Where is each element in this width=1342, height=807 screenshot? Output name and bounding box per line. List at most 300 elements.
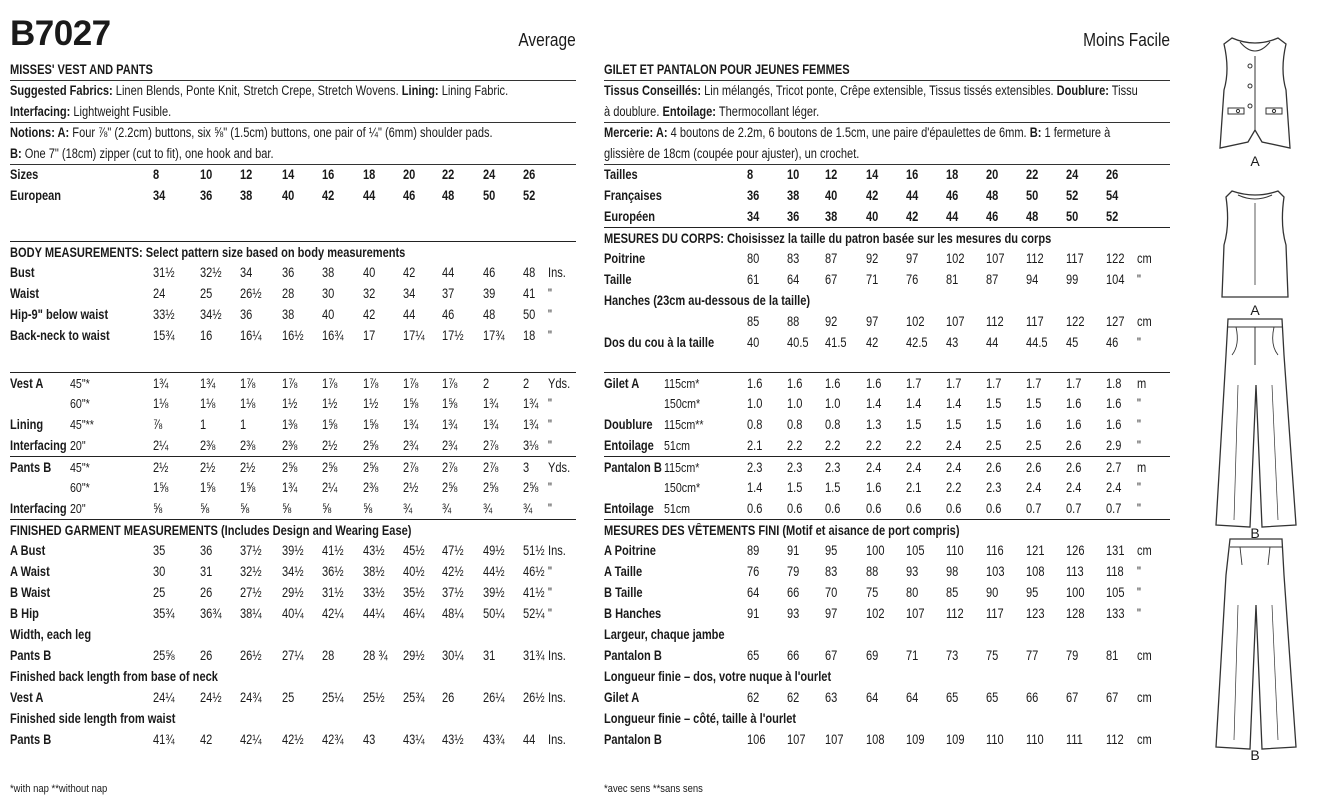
cell-value: 1⅞ <box>363 376 379 391</box>
figure-caption: A <box>1250 153 1260 169</box>
cell-value: 1.5 <box>946 417 962 432</box>
cell-value: 94 <box>1026 272 1039 287</box>
cell-value: 1⅝ <box>153 480 169 495</box>
cell-value: 109 <box>946 732 965 747</box>
cell-value: 46 <box>1106 335 1119 350</box>
cell-value: 64 <box>787 272 800 287</box>
cell-value: 38 <box>787 188 800 203</box>
row-label: Entoilage <box>604 438 654 453</box>
body-row <box>10 325 576 346</box>
unit: " <box>1137 417 1141 432</box>
cell-value: 64 <box>747 585 760 600</box>
cell-value: 126 <box>1066 543 1085 558</box>
interfacing-fr-text <box>604 101 819 122</box>
unit: Yds. <box>548 460 571 475</box>
cell-value: 1.3 <box>866 417 882 432</box>
unit: " <box>548 286 552 301</box>
cell-value: 97 <box>825 606 838 621</box>
cell-value: 65 <box>986 690 999 705</box>
notions-a-text <box>10 122 493 143</box>
cell-value: 97 <box>906 251 919 266</box>
cell-value: 2⅝ <box>322 460 338 475</box>
cell-value: 27¼ <box>282 648 304 663</box>
cell-value: 0.6 <box>946 501 962 516</box>
section-title: FINISHED GARMENT MEASUREMENTS (Includes Design and Wearing Ease) <box>10 523 412 538</box>
cell-value: 65 <box>747 648 760 663</box>
french-row <box>604 185 1170 206</box>
cell-value: 1.5 <box>825 480 841 495</box>
cell-value: 1.6 <box>1026 417 1042 432</box>
cell-value: 110 <box>946 543 964 558</box>
text: Thermocollant léger. <box>715 104 820 119</box>
row-label: Dos du cou à la taille <box>604 335 715 350</box>
hip-label-fr <box>604 290 1170 311</box>
cell-value: 2.1 <box>747 438 763 453</box>
cell-value: 46 <box>403 188 416 203</box>
width-row <box>10 645 576 666</box>
unit: " <box>548 438 552 453</box>
cell-value: 24 <box>1066 167 1079 182</box>
row-width: 45"* <box>70 376 90 391</box>
cell-value: 31¾ <box>523 648 545 663</box>
cell-value: 26¼ <box>483 690 505 705</box>
cell-value: 69 <box>866 648 879 663</box>
cell-value: 117 <box>986 606 1004 621</box>
cell-value: 1.4 <box>906 396 922 411</box>
body-row <box>10 283 576 304</box>
section-title: MESURES DES VÊTEMENTS FINI (Motif et aisance de port compris) <box>604 523 960 538</box>
cell-value: 91 <box>747 606 760 621</box>
cell-value: 32½ <box>200 265 222 280</box>
cell-value: 44 <box>403 307 416 322</box>
cell-value: 35 <box>153 543 166 558</box>
cell-value: 109 <box>906 732 925 747</box>
sizes-row <box>10 164 576 185</box>
cell-value: 93 <box>787 606 800 621</box>
cell-value: 73 <box>946 648 959 663</box>
row-label: Pants B <box>10 732 52 747</box>
row-width: 51cm <box>664 438 691 453</box>
cell-value: 1.7 <box>1026 376 1042 391</box>
cell-value: 102 <box>906 314 925 329</box>
cell-value: 46¼ <box>403 606 425 621</box>
cell-value: ⅝ <box>240 501 250 516</box>
cell-value: 122 <box>1106 251 1125 266</box>
cell-value: 131 <box>1106 543 1125 558</box>
cell-value: 48 <box>986 188 999 203</box>
row-width: 115cm* <box>664 376 700 391</box>
cell-value: 1¾ <box>523 417 539 432</box>
finished-row <box>10 603 576 624</box>
cell-value: 42 <box>200 732 213 747</box>
cell-value: 1¾ <box>442 417 458 432</box>
cell-value: 0.7 <box>1066 501 1082 516</box>
cell-value: 112 <box>1026 251 1044 266</box>
cell-value: 16 <box>322 167 335 182</box>
unit: cm <box>1137 690 1152 705</box>
body-title <box>10 241 576 263</box>
cell-value: 2⅝ <box>363 438 379 453</box>
cell-value: 43 <box>946 335 959 350</box>
title-fr <box>604 59 1170 81</box>
cell-value: 42½ <box>282 732 304 747</box>
cell-value: 36 <box>787 209 800 224</box>
cell-value: 38 <box>322 265 335 280</box>
cell-value: 1⅛ <box>240 396 256 411</box>
cell-value: 2⅝ <box>282 460 298 475</box>
cell-value: 66 <box>787 585 800 600</box>
cell-value: 28 <box>282 286 295 301</box>
cell-value: 1⅛ <box>200 396 216 411</box>
row-width: 20" <box>70 438 86 453</box>
cell-value: 44 <box>906 188 919 203</box>
cell-value: 18 <box>363 167 376 182</box>
cell-value: 67 <box>1106 690 1119 705</box>
cell-value: 112 <box>1106 732 1124 747</box>
cell-value: 1.0 <box>747 396 763 411</box>
cell-value: 50¼ <box>483 606 505 621</box>
unit: " <box>1137 396 1141 411</box>
row-label: Interfacing <box>10 438 67 453</box>
cell-value: 34 <box>403 286 416 301</box>
cell-value: 1.5 <box>986 396 1002 411</box>
cell-value: 40 <box>322 307 335 322</box>
cell-value: 24¼ <box>153 690 175 705</box>
cell-value: 31 <box>483 648 496 663</box>
back-row <box>10 687 576 708</box>
cell-value: 121 <box>1026 543 1045 558</box>
row-label: Tailles <box>604 167 638 182</box>
row-label: B Hip <box>10 606 39 621</box>
row-width: 115cm** <box>664 417 704 432</box>
cell-value: 1¾ <box>523 396 539 411</box>
cell-value: 116 <box>986 543 1004 558</box>
cell-value: 40½ <box>403 564 425 579</box>
cell-value: 0.6 <box>906 501 922 516</box>
bold-label: Entoilage: <box>662 104 716 119</box>
cell-value: 32 <box>363 286 376 301</box>
cell-value: 0.6 <box>866 501 882 516</box>
cell-value: 2½ <box>200 460 216 475</box>
cell-value: 17¼ <box>403 328 425 343</box>
unit: " <box>1137 606 1141 621</box>
cell-value: 64 <box>906 690 919 705</box>
cell-value: 1.6 <box>1066 396 1082 411</box>
cell-value: 1.4 <box>747 480 763 495</box>
cell-value: 38¼ <box>240 606 262 621</box>
cell-value: 67 <box>825 648 838 663</box>
cell-value: 48 <box>1026 209 1039 224</box>
unit: cm <box>1137 251 1152 266</box>
cell-value: 64 <box>866 690 879 705</box>
cell-value: 44 <box>442 265 455 280</box>
unit: cm <box>1137 732 1152 747</box>
cell-value: 1.4 <box>946 396 962 411</box>
bold-label: B: <box>1029 125 1042 140</box>
section-label: Width, each leg <box>10 627 92 642</box>
cell-value: 123 <box>1026 606 1045 621</box>
cell-value: 95 <box>1026 585 1039 600</box>
unit: Ins. <box>548 690 566 705</box>
cell-value: 22 <box>442 167 455 182</box>
cell-value: 2.5 <box>1026 438 1042 453</box>
cell-value: 100 <box>1066 585 1085 600</box>
cell-value: 1.6 <box>1106 417 1122 432</box>
unit: " <box>1137 438 1141 453</box>
row-label: Pantalon B <box>604 732 662 747</box>
unit: " <box>548 307 552 322</box>
cell-value: 2.3 <box>986 480 1002 495</box>
cell-value: 36 <box>200 188 213 203</box>
cell-value: 75 <box>866 585 879 600</box>
cell-value: 42 <box>403 265 416 280</box>
cell-value: 43¾ <box>483 732 505 747</box>
cell-value: 31½ <box>153 265 175 280</box>
unit: " <box>548 328 552 343</box>
cell-value: 31 <box>200 564 213 579</box>
cell-value: 1.5 <box>986 417 1002 432</box>
cell-value: 26½ <box>523 690 545 705</box>
yardage-row-fr <box>604 372 1170 394</box>
cell-value: 2⅝ <box>442 480 458 495</box>
cell-value: 1⅝ <box>240 480 256 495</box>
cell-value: 8 <box>747 167 754 182</box>
cell-value: 20 <box>403 167 416 182</box>
cell-value: 47½ <box>442 543 464 558</box>
cell-value: 25¼ <box>322 690 344 705</box>
cell-value: ¾ <box>523 501 533 516</box>
body-row <box>10 304 576 325</box>
cell-value: 105 <box>1106 585 1125 600</box>
cell-value: 1¾ <box>200 376 216 391</box>
title <box>10 59 576 81</box>
text: 1 fermeture à <box>1041 125 1111 140</box>
cell-value: 117 <box>1066 251 1084 266</box>
cell-value: 42 <box>866 335 879 350</box>
cell-value: 107 <box>986 251 1005 266</box>
cell-value: 127 <box>1106 314 1125 329</box>
back-row-fr <box>604 687 1170 708</box>
cell-value: 2¼ <box>322 480 338 495</box>
text: Four ⅞" (2.2cm) buttons, six ⅝" (1.5cm) buttons, one pair of ¼" (6mm) shoulder pads. <box>69 125 493 140</box>
cell-value: 34½ <box>282 564 304 579</box>
cell-value: 105 <box>906 543 925 558</box>
cell-value: 16 <box>200 328 213 343</box>
vest-front-figure <box>1200 30 1310 169</box>
cell-value: 49½ <box>483 543 505 558</box>
cell-value: 46½ <box>523 564 545 579</box>
cell-value: 2.3 <box>825 460 841 475</box>
yardage-row <box>10 498 576 519</box>
cell-value: 10 <box>787 167 800 182</box>
cell-value: 37½ <box>240 543 262 558</box>
yardage-row-fr <box>604 477 1170 498</box>
cell-value: 18 <box>523 328 536 343</box>
cell-value: 12 <box>825 167 838 182</box>
cell-value: 117 <box>1026 314 1044 329</box>
cell-value: 1¾ <box>403 417 419 432</box>
cell-value: ⅝ <box>363 501 373 516</box>
cell-value: 2¾ <box>442 438 458 453</box>
cell-value: 1 <box>200 417 207 432</box>
unit: " <box>1137 585 1141 600</box>
cell-value: 36¾ <box>200 606 222 621</box>
cell-value: 2½ <box>403 480 419 495</box>
figure-caption: B <box>1250 525 1260 541</box>
cell-value: 14 <box>866 167 879 182</box>
unit: cm <box>1137 648 1152 663</box>
cell-value: 2¾ <box>403 438 419 453</box>
section-title: MISSES' VEST AND PANTS <box>10 62 153 77</box>
cell-value: ⅝ <box>282 501 292 516</box>
cell-value: 0.7 <box>1026 501 1042 516</box>
cell-value: 39½ <box>483 585 505 600</box>
row-label: Waist <box>10 286 40 301</box>
cell-value: 108 <box>866 732 885 747</box>
cell-value: 44 <box>986 335 999 350</box>
section-title: MESURES DU CORPS: Choisissez la taille du patron basée sur les mesures du corps <box>604 231 1052 246</box>
cell-value: 2⅝ <box>483 480 499 495</box>
cell-value: 2⅞ <box>442 460 458 475</box>
cell-value: 71 <box>866 272 879 287</box>
cell-value: 77 <box>1026 648 1039 663</box>
cell-value: 48 <box>442 188 455 203</box>
cell-value: 41 <box>523 286 536 301</box>
cell-value: 16¾ <box>322 328 344 343</box>
cell-value: 1.6 <box>825 376 841 391</box>
cell-value: 1.7 <box>986 376 1002 391</box>
cell-value: 1.7 <box>906 376 922 391</box>
cell-value: 1.6 <box>747 376 763 391</box>
fabrics-text <box>10 80 508 101</box>
cell-value: 71 <box>906 648 919 663</box>
yardage-row-fr <box>604 393 1170 414</box>
cell-value: 20 <box>986 167 999 182</box>
fabrics-fr <box>604 80 1170 101</box>
cell-value: 1¾ <box>282 480 298 495</box>
cell-value: 1⅞ <box>282 376 298 391</box>
cell-value: 43¼ <box>403 732 425 747</box>
cell-value: 102 <box>866 606 885 621</box>
row-label: Vest A <box>10 690 44 705</box>
cell-value: 44 <box>523 732 536 747</box>
cell-value: 90 <box>986 585 999 600</box>
pants-front-icon <box>1200 315 1310 535</box>
row-label: Françaises <box>604 188 662 203</box>
cell-value: 43 <box>363 732 376 747</box>
cell-value: 38 <box>240 188 253 203</box>
cell-value: 30¼ <box>442 648 464 663</box>
notions-a <box>10 122 576 143</box>
cell-value: 25¾ <box>403 690 425 705</box>
back-neck-row-fr <box>604 332 1170 353</box>
cell-value: 0.6 <box>787 501 803 516</box>
cell-value: 54 <box>1106 188 1119 203</box>
cell-value: 34 <box>240 265 253 280</box>
cell-value: 2.6 <box>1026 460 1042 475</box>
section-title: BODY MEASUREMENTS: Select pattern size based on body measurements <box>10 245 406 260</box>
difficulty-level-fr: Moins Facile <box>1083 30 1170 50</box>
cell-value: 42 <box>906 209 919 224</box>
cell-value: 43½ <box>442 732 464 747</box>
cell-value: 36½ <box>322 564 344 579</box>
side-row-fr <box>604 729 1170 750</box>
cell-value: 51½ <box>523 543 545 558</box>
notions-a-fr <box>604 122 1170 143</box>
cell-value: 33½ <box>153 307 175 322</box>
row-label: European <box>10 188 62 203</box>
cell-value: 2.3 <box>747 460 763 475</box>
finished-row <box>10 582 576 603</box>
cell-value: 113 <box>1066 564 1084 579</box>
body-title-fr <box>604 227 1170 249</box>
cell-value: 1⅛ <box>153 396 169 411</box>
unit: " <box>548 480 552 495</box>
vest-front-icon <box>1200 30 1310 155</box>
cell-value: 97 <box>866 314 879 329</box>
row-label: Back-neck to waist <box>10 328 110 343</box>
cell-value: 41¾ <box>153 732 175 747</box>
pants-back-figure <box>1200 535 1310 763</box>
cell-value: 1.0 <box>825 396 841 411</box>
finished-row <box>10 561 576 582</box>
header-fr <box>604 14 1170 54</box>
unit: " <box>548 564 552 579</box>
cell-value: 110 <box>1026 732 1044 747</box>
cell-value: 107 <box>946 314 965 329</box>
cell-value: 103 <box>986 564 1005 579</box>
cell-value: 46 <box>442 307 455 322</box>
cell-value: 1.6 <box>866 480 882 495</box>
cell-value: 2.4 <box>946 438 962 453</box>
unit: " <box>1137 272 1141 287</box>
row-label: B Waist <box>10 585 51 600</box>
cell-value: 1¾ <box>483 396 499 411</box>
cell-value: 2.7 <box>1106 460 1122 475</box>
row-width: 150cm* <box>664 480 701 495</box>
row-label: B Hanches <box>604 606 662 621</box>
cell-value: 2.4 <box>866 460 882 475</box>
cell-value: 1⅝ <box>363 417 379 432</box>
cell-value: 61 <box>747 272 760 287</box>
cell-value: 25 <box>282 690 295 705</box>
cell-value: 1⅝ <box>200 480 216 495</box>
cell-value: 1⅝ <box>442 396 458 411</box>
cell-value: 89 <box>747 543 760 558</box>
cell-value: 22 <box>1026 167 1039 182</box>
cell-value: 39 <box>483 286 496 301</box>
cell-value: 1⅝ <box>322 417 338 432</box>
cell-value: 40 <box>363 265 376 280</box>
cell-value: 29½ <box>403 648 425 663</box>
cell-value: 0.6 <box>986 501 1002 516</box>
cell-value: 52 <box>523 188 536 203</box>
cell-value: 25 <box>200 286 213 301</box>
cell-value: 91 <box>787 543 800 558</box>
cell-value: 1⅞ <box>240 376 256 391</box>
row-width: 60"* <box>70 396 90 411</box>
finished-row <box>10 540 576 561</box>
cell-value: 1.7 <box>946 376 962 391</box>
yardage-row <box>10 393 576 414</box>
finished-row-fr <box>604 540 1170 561</box>
body-row-fr <box>604 248 1170 269</box>
yardage-row <box>10 456 576 478</box>
body-row-fr <box>604 269 1170 290</box>
unit: " <box>1137 564 1141 579</box>
cell-value: 42.5 <box>906 335 928 350</box>
cell-value: 1.5 <box>906 417 922 432</box>
